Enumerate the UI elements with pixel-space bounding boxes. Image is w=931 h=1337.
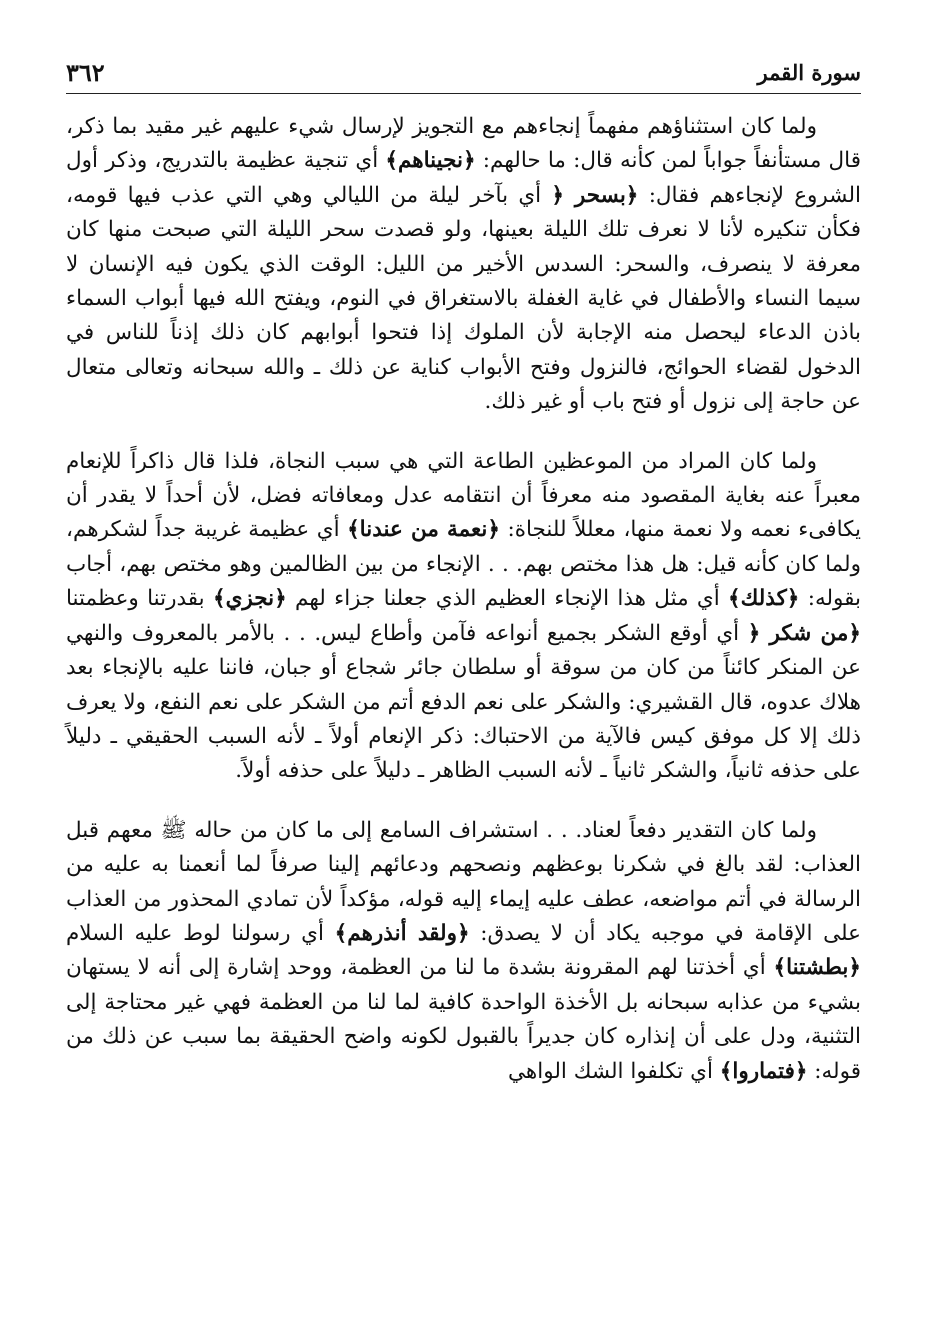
text-segment: بقدرتنا وعظمتنا bbox=[66, 586, 213, 612]
text-segment: أي بآخر ليلة من الليالي وهي التي عذب فيها قومه، فكأن تنكيره لأنا لا نعرف تلك الليلة بعينها، ولو قصدت سحر الليلة التي صبحت منها كان معرفة لا ينصرف، والسحر: السدس الأخير من الليل: الوقت الذي يكون فيه الإنسان لا سيما النساء والأطفال في غاية الغفلة بالاستغراق في النوم، ويفتح الله فيها أبواب السماء باذن الدعاء ليحصل منه الإجابة لأن الملوك إذا فتحوا أبوابهم كان ذلك إذناً للناس في الدخول لقضاء الحوائج، فالنزول وفتح الأبواب كناية عن ذلك ـ والله سبحانه وتعالى متعال عن حاجة إلى نزول أو فتح باب أو غير ذلك. bbox=[66, 182, 861, 415]
text-segment: أي مثل هذا الإنجاء العظيم الذي جعلنا جزاء لهم bbox=[286, 586, 729, 612]
quran-quote: ﴿بطشتنا﴾ bbox=[773, 955, 861, 981]
header-divider bbox=[66, 93, 861, 94]
text-segment: أي تنجية عظيمة بالتدريج، وذكر أول الشروع لإنجاءهم فقال: bbox=[66, 148, 861, 208]
quran-quote: ﴿من شكر ﴿ bbox=[747, 620, 861, 646]
text-segment: ولما كان استثناؤهم مفهماً إنجاءهم مع التجويز لإرسال شيء عليهم غير مقيد بما ذكر، قال مستأنفاً جواباً لمن كأنه قال: ما حالهم: bbox=[66, 114, 861, 174]
page-number: ٣٦٢ bbox=[66, 58, 105, 87]
text-segment: أي أخذتنا لهم المقرونة بشدة ما لنا من العظمة، ووحد إشارة إلى أنه لا يستهان بشيء من عذابه سبحانه بل الأخذة الواحدة كافية لما لنا من العظمة فهي غير محتاجة إلى التثنية، ودل على أن إنذاره كان جديراً بالقبول لكونه واضح الحقيقة بما سبب عن ذلك من قوله: bbox=[66, 955, 861, 1084]
page-body bbox=[66, 110, 861, 1089]
text-segment: أي أوقع الشكر بجميع أنواعه فآمن وأطاع ليس. . . بالأمر بالمعروف والنهي عن المنكر كائناً من كان من سوقة أو سلطان جائر شجاع أو جبان، فاننا عليه بالإنجاء بعد هلاك عدوه، قال القشيري: والشكر على نعم الدفع أتم من الشكر على نعم النفع، ولا يعرف ذلك إلا كل موفق كيس فالآية من الاحتباك: ذكر الإنعام أولاً ـ لأنه السبب الحقيقي ـ دليلاً على حذفه ثانياً، والشكر ثانياً ـ لأنه السبب الظاهر ـ دليلاً على حذفه أولاً. bbox=[66, 620, 861, 784]
text-segment: أي تكلفوا الشك الواهي bbox=[508, 1058, 720, 1084]
running-title: سورة القمر bbox=[757, 60, 861, 85]
page-header bbox=[66, 58, 861, 94]
quran-quote: ﴿نجزي﴾ bbox=[212, 586, 287, 612]
quran-quote: ﴿فتماروا﴾ bbox=[719, 1058, 808, 1084]
text-segment: أي رسولنا لوط عليه السلام bbox=[66, 920, 335, 946]
text-segment: ولما كان التقدير دفعاً لعناد. . . استشراف السامع إلى ما كان من حاله ﷺ معهم قبل العذاب: لقد بالغ في شكرنا بوعظهم ونصحهم ودعائهم إلينا صرفاً لما أنعمنا به عليه من الرسالة في أتم مواضعه، عطف عليه إيماء إليه قوله، مؤكداً لأن تمادي المحذور من العذاب على الإقامة في موجبه يكاد أن لا يصدق: bbox=[66, 817, 861, 946]
paragraph-1 bbox=[66, 110, 861, 420]
text-segment: ولما كان المراد من الموعظين الطاعة التي هي سبب النجاة، فلذا قال ذاكراً للإنعام معبراً عنه بغاية المقصود منه معرفاً أن انتقامه عدل ومعافاته فضل، لأن أحداً لا يقدر أن يكافىء نعمه ولا نعمة منها، معللاً للنجاة: bbox=[66, 448, 861, 543]
paragraph-3 bbox=[66, 814, 861, 1089]
quran-quote: ﴿ولقد أنذرهم﴾ bbox=[334, 920, 470, 946]
quran-quote: ﴿بسحر ﴿ bbox=[551, 182, 639, 208]
quran-quote: ﴿كذلك﴾ bbox=[728, 586, 800, 612]
quran-quote: ﴿نعمة من عندنا﴾ bbox=[347, 517, 500, 543]
text-segment: أي عظيمة غريبة جداً لشكرهم، ولما كان كأنه قيل: هل هذا مختص بهم. . . الإنجاء من بين الظالمين وهو مختص بهم، أجاب بقوله: bbox=[66, 517, 861, 612]
quran-quote: ﴿نجيناهم﴾ bbox=[385, 148, 476, 174]
paragraph-2 bbox=[66, 445, 861, 789]
